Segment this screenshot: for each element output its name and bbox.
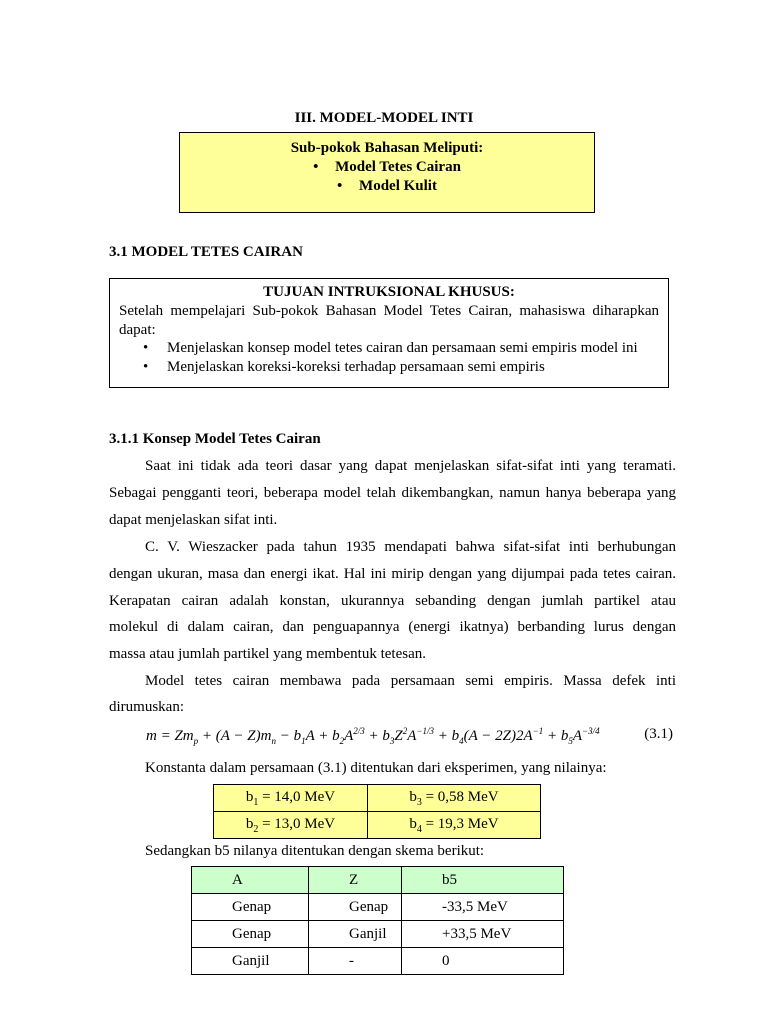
table-row <box>214 812 541 839</box>
table-header-cell: A <box>192 867 309 894</box>
b5-intro: Sedangkan b5 nilanya ditentukan dengan skema berikut: <box>145 843 485 859</box>
equation-number: (3.1) <box>644 726 673 742</box>
equation-body: $m = Zm_p + (A - Z)m_n - b_1A + b_2A^{2/3} + b_3Z^2A^{-1/3} + b_4(A - 2Z)2A^{-1} + b_5A^{-3/4}$ <box>146 726 600 746</box>
objectives-intro: Setelah mempelajari Sub-pokok Bahasan Model Tetes Cairan, mahasiswa diharapkan dapat: <box>119 303 659 338</box>
table-cell: +33,5 MeV <box>402 921 564 948</box>
table-header-cell: Z <box>309 867 402 894</box>
table-row <box>214 785 541 812</box>
bullet-icon: • <box>143 340 149 356</box>
paragraph-line: dirumuskan: <box>109 699 184 715</box>
table-row <box>192 948 564 975</box>
subtopic-item: • Model Tetes Cairan <box>313 159 461 175</box>
constants-intro: Konstanta dalam persamaan (3.1) ditentukan dari eksperimen, yang nilainya: <box>145 760 607 776</box>
table-cell: $b_1 = 14,0$ MeV <box>214 785 368 812</box>
constants-table <box>213 784 541 839</box>
paragraph-line: Sebagai pengganti teori, beberapa model telah dikembangkan, namun hanya beberapa yang <box>109 485 676 501</box>
subsection-heading: 3.1.1 Konsep Model Tetes Cairan <box>109 431 321 447</box>
table-cell: $b_4 = 19,3$ MeV <box>368 812 541 839</box>
paragraph-line: molekul di dalam cairan, dan penguapannya (energi ikatnya) berbanding lurus dengan <box>109 619 676 635</box>
table-header-cell: b5 <box>402 867 564 894</box>
objectives-box: TUJUAN INTRUKSIONAL KHUSUS: Setelah mempelajari Sub-pokok Bahasan Model Tetes Cairan, mahasiswa diharapkan dapat: • Menjelaskan konsep model tetes cairan dan persamaan semi empiris model ini • Menjelaskan koreksi-koreksi terhadap persamaan semi empiris <box>109 278 669 388</box>
table-row <box>192 894 564 921</box>
table-cell: Ganjil <box>192 948 309 975</box>
chapter-title: III. MODEL-MODEL INTI <box>294 110 474 126</box>
paragraph-line: Kerapatan cairan adalah konstan, ukurannya sebanding dengan jumlah partikel atau <box>109 593 676 609</box>
paragraph-line: massa atau jumlah partikel yang membentuk tetesan. <box>109 646 426 662</box>
subtopic-box <box>179 132 595 213</box>
paragraph-line: C. V. Wieszacker pada tahun 1935 mendapati bahwa sifat-sifat inti berhubungan <box>145 539 676 555</box>
subtopic-heading: Sub-pokok Bahasan Meliputi: <box>290 140 484 156</box>
table-cell: -33,5 MeV <box>402 894 564 921</box>
paragraph-line: dengan ukuran, masa dan energi ikat. Hal ini mirip dengan yang dijumpai pada tetes cairan. <box>109 566 676 582</box>
subtopic-item: • Model Kulit <box>337 178 437 194</box>
bullet-icon: • <box>337 178 343 194</box>
table-row <box>192 921 564 948</box>
table-header-row <box>192 867 564 894</box>
table-cell: - <box>309 948 402 975</box>
bullet-icon: • <box>313 159 319 175</box>
table-cell: Genap <box>192 894 309 921</box>
paragraph-line: Saat ini tidak ada teori dasar yang dapat menjelaskan sifat-sifat inti yang teramati. <box>145 458 676 474</box>
paragraph-line: dapat menjelaskan sifat inti. <box>109 512 278 528</box>
b5-table <box>191 866 564 975</box>
table-cell: Genap <box>192 921 309 948</box>
table-cell: 0 <box>402 948 564 975</box>
table-cell: Genap <box>309 894 402 921</box>
table-cell: $b_3 = 0,58$ MeV <box>368 785 541 812</box>
table-cell: $b_2 = 13,0$ MeV <box>214 812 368 839</box>
bullet-icon: • <box>143 359 149 375</box>
paragraph-line: Model tetes cairan membawa pada persamaan semi empiris. Massa defek inti <box>145 673 676 689</box>
semi-empirical-mass-equation <box>146 726 676 750</box>
table-cell: Ganjil <box>309 921 402 948</box>
objectives-title: TUJUAN INTRUKSIONAL KHUSUS: <box>263 284 515 300</box>
section-heading: 3.1 MODEL TETES CAIRAN <box>109 244 303 260</box>
